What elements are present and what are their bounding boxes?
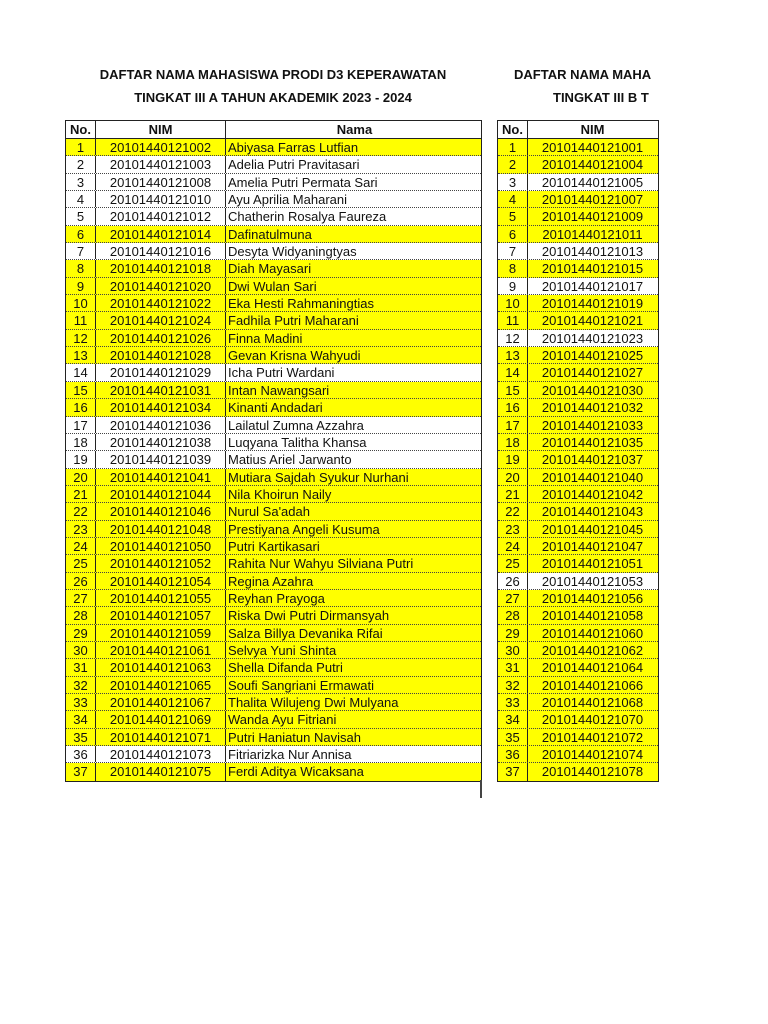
cell-nama: Regina Azahra (228, 573, 314, 589)
cell-no: 37 (66, 763, 96, 780)
cell-nim: 20101440121053 (541, 573, 644, 589)
table-row (498, 590, 658, 607)
table-row (498, 139, 658, 156)
cell-no: 23 (498, 521, 528, 537)
cell-nama: Thalita Wilujeng Dwi Mulyana (228, 695, 399, 710)
cell-no: 10 (66, 295, 96, 311)
cell-nama: Rahita Nur Wahyu Silviana Putri (228, 556, 414, 572)
cell-nim: 20101440121012 (96, 208, 226, 224)
cell-nama: Dwi Wulan Sari (228, 278, 317, 294)
cell-no: 24 (498, 538, 528, 554)
cell-no: 25 (66, 555, 96, 571)
cell-nim: 20101440121003 (96, 156, 226, 172)
cell-nama: Mutiara Sajdah Syukur Nurhani (228, 469, 409, 485)
cell-nama: Riska Dwi Putri Dirmansyah (228, 608, 390, 624)
cell-nim: 20101440121034 (96, 399, 226, 415)
table-row (66, 434, 481, 451)
cell-no: 8 (66, 260, 96, 276)
header-nama: Nama (336, 122, 373, 137)
cell-nama: Salza Billya Devanika Rifai (228, 625, 383, 641)
table-row (498, 763, 658, 780)
table-row (498, 521, 658, 538)
cell-no: 22 (66, 503, 96, 519)
cell-nama: Icha Putri Wardani (228, 365, 335, 381)
table-row (66, 139, 481, 156)
cell-nama: Nurul Sa'adah (228, 504, 310, 520)
cell-no: 1 (498, 139, 528, 155)
cell-nim: 20101440121042 (541, 486, 644, 502)
cell-nim: 20101440121054 (96, 573, 226, 589)
table-row (498, 694, 658, 711)
table-row (498, 469, 658, 486)
table-row (66, 625, 481, 642)
cell-nim: 20101440121009 (541, 209, 644, 225)
cell-nama: Lailatul Zumna Azzahra (228, 417, 364, 433)
cell-no: 35 (498, 729, 528, 745)
table-row (498, 417, 658, 434)
cell-nim: 20101440121066 (541, 677, 644, 693)
table-row (498, 191, 658, 208)
cell-nim: 20101440121016 (96, 243, 226, 259)
cell-nim: 20101440121043 (541, 504, 644, 520)
table-row (66, 555, 481, 572)
cell-nim: 20101440121038 (96, 434, 226, 450)
cell-nama: Eka Hesti Rahmaningtias (228, 296, 374, 312)
table-row (66, 694, 481, 711)
table-row (498, 625, 658, 642)
cell-no: 8 (498, 260, 528, 276)
cell-no: 15 (498, 382, 528, 398)
cell-nim: 20101440121032 (541, 400, 644, 416)
cell-no: 26 (66, 573, 96, 589)
cell-nim: 20101440121070 (541, 712, 644, 728)
cell-no: 12 (498, 330, 528, 346)
table-row (498, 729, 658, 746)
table-row (66, 573, 481, 590)
table-row (498, 451, 658, 468)
cell-nama: Fadhila Putri Maharani (228, 313, 359, 329)
table-row (66, 711, 481, 728)
cell-nim: 20101440121055 (96, 590, 226, 606)
table-row (66, 607, 481, 624)
table-row (66, 399, 481, 416)
cell-nim: 20101440121026 (96, 330, 226, 346)
cell-no: 19 (66, 451, 96, 467)
cell-no: 26 (498, 573, 528, 589)
cell-no: 30 (498, 642, 528, 658)
cell-nim: 20101440121071 (96, 729, 226, 745)
cell-nim: 20101440121024 (96, 312, 226, 328)
header-no: No. (498, 121, 528, 138)
cell-nim: 20101440121035 (541, 434, 644, 450)
cell-no: 13 (66, 347, 96, 363)
cell-no: 35 (66, 729, 96, 745)
table-row (66, 295, 481, 312)
table-row (498, 573, 658, 590)
cell-nama: Adelia Putri Pravitasari (228, 157, 360, 173)
cell-no: 21 (498, 486, 528, 502)
cell-no: 9 (498, 278, 528, 294)
table-row (66, 746, 481, 763)
cell-no: 36 (66, 746, 96, 762)
cell-nim: 20101440121041 (96, 469, 226, 485)
title-tingkat-iii-a (65, 63, 481, 109)
cell-no: 36 (498, 746, 528, 762)
table-row (66, 590, 481, 607)
cell-no: 34 (498, 711, 528, 727)
cell-nama: Finna Madini (228, 330, 303, 346)
title-line-2: TINGKAT III A TAHUN AKADEMIK 2023 - 2024 (134, 90, 412, 105)
cell-nim: 20101440121004 (541, 157, 644, 173)
table-row (66, 763, 481, 780)
table-row (66, 417, 481, 434)
cell-nim: 20101440121048 (96, 521, 226, 537)
cell-no: 27 (66, 590, 96, 606)
table-row (498, 243, 658, 260)
cell-no: 21 (66, 486, 96, 502)
table-row (66, 330, 481, 347)
table-row (498, 399, 658, 416)
cell-no: 12 (66, 330, 96, 346)
cell-nim: 20101440121019 (541, 296, 644, 312)
title-line-1: DAFTAR NAMA MAHASISWA PRODI D3 KEPERAWATAN (99, 67, 447, 82)
table-row (498, 434, 658, 451)
table-row (498, 677, 658, 694)
cell-no: 28 (66, 607, 96, 623)
cell-no: 18 (66, 434, 96, 450)
cell-nim: 20101440121028 (96, 347, 226, 363)
cell-nama: Ayu Aprilia Maharani (228, 192, 347, 208)
cell-nim: 20101440121078 (541, 764, 644, 780)
cell-nama: Putri Haniatun Navisah (228, 729, 361, 745)
cell-no: 17 (498, 417, 528, 433)
table-row (498, 503, 658, 520)
cell-no: 7 (66, 243, 96, 259)
cell-nim: 20101440121064 (541, 660, 644, 676)
table-row (66, 243, 481, 260)
cell-nim: 20101440121056 (541, 590, 644, 606)
table-row (66, 503, 481, 520)
cell-nama: Shella Difanda Putri (228, 660, 343, 676)
header-nim: NIM (580, 122, 605, 137)
table-header (498, 121, 658, 139)
cell-nim: 20101440121067 (96, 694, 226, 710)
cell-no: 34 (66, 711, 96, 727)
cell-nim: 20101440121061 (96, 642, 226, 658)
cell-nim: 20101440121052 (96, 555, 226, 571)
cell-no: 32 (498, 677, 528, 693)
table-row (498, 174, 658, 191)
cell-no: 28 (498, 607, 528, 623)
table-header (66, 121, 481, 139)
cell-nim: 20101440121001 (541, 140, 644, 155)
table-row (498, 226, 658, 243)
title-tingkat-iii-b (497, 63, 658, 109)
table-row (498, 555, 658, 572)
table-row (66, 156, 481, 173)
cell-no: 33 (66, 694, 96, 710)
table-row (498, 330, 658, 347)
table-row (66, 347, 481, 364)
table-row (66, 174, 481, 191)
cell-no: 29 (66, 625, 96, 641)
cell-no: 19 (498, 451, 528, 467)
cell-nim: 20101440121051 (541, 556, 644, 572)
table-row (498, 364, 658, 381)
cell-nim: 20101440121007 (541, 192, 644, 208)
cell-nim: 20101440121023 (541, 330, 644, 346)
table-row (66, 469, 481, 486)
cell-no: 14 (66, 364, 96, 380)
cell-nama: Wanda Ayu Fitriani (228, 712, 337, 728)
cell-nama: Intan Nawangsari (228, 382, 330, 398)
cell-nama: Selvya Yuni Shinta (228, 642, 337, 658)
cell-no: 2 (66, 156, 96, 172)
cell-nama: Diah Mayasari (228, 261, 312, 277)
table-row (66, 226, 481, 243)
table-row (66, 729, 481, 746)
table-row (498, 746, 658, 763)
cell-no: 5 (498, 208, 528, 224)
table-row (498, 295, 658, 312)
cell-nama: Dafinatulmuna (228, 226, 312, 242)
cell-nim: 20101440121046 (96, 503, 226, 519)
table-row (66, 191, 481, 208)
cell-nim: 20101440121005 (541, 174, 644, 190)
cell-nim: 20101440121014 (96, 226, 226, 242)
cell-no: 27 (498, 590, 528, 606)
cell-nim: 20101440121045 (541, 521, 644, 537)
cell-nama: Desyta Widyaningtyas (228, 244, 357, 260)
cell-nama: Ferdi Aditya Wicaksana (228, 764, 364, 780)
cell-no: 22 (498, 503, 528, 519)
cell-nama: Luqyana Talitha Khansa (228, 434, 367, 450)
cell-nim: 20101440121029 (96, 364, 226, 380)
student-table-iii-b (497, 120, 659, 782)
table-row (498, 382, 658, 399)
cell-nim: 20101440121018 (96, 260, 226, 276)
cell-no: 20 (66, 469, 96, 485)
cell-nim: 20101440121040 (541, 469, 644, 485)
cell-nama: Chatherin Rosalya Faureza (228, 209, 387, 225)
table-row (498, 312, 658, 329)
table-row (66, 659, 481, 676)
cell-nama: Kinanti Andadari (228, 400, 323, 416)
table-row (498, 711, 658, 728)
cell-nim: 20101440121015 (541, 261, 644, 277)
cell-nim: 20101440121039 (96, 451, 226, 467)
cell-nim: 20101440121047 (541, 538, 644, 554)
cell-nim: 20101440121069 (96, 711, 226, 727)
cell-no: 3 (498, 174, 528, 190)
cell-nim: 20101440121074 (541, 747, 644, 763)
cell-nim: 20101440121063 (96, 659, 226, 675)
cell-nim: 20101440121065 (96, 677, 226, 693)
cell-no: 33 (498, 694, 528, 710)
cell-no: 16 (66, 399, 96, 415)
table-row (66, 364, 481, 381)
cell-nim: 20101440121036 (96, 417, 226, 433)
cell-nama: Putri Kartikasari (228, 538, 320, 554)
cell-nim: 20101440121058 (541, 608, 644, 624)
cell-nim: 20101440121072 (541, 729, 644, 745)
cell-nim: 20101440121050 (96, 538, 226, 554)
table-row (66, 312, 481, 329)
cell-no: 32 (66, 677, 96, 693)
student-table-iii-a (65, 120, 482, 782)
cell-no: 11 (498, 312, 528, 328)
cell-no: 31 (498, 659, 528, 675)
cell-no: 13 (498, 347, 528, 363)
cell-nim: 20101440121057 (96, 607, 226, 623)
table-row (66, 382, 481, 399)
cell-nim: 20101440121062 (541, 642, 644, 658)
cell-nim: 20101440121002 (96, 139, 226, 155)
cell-nama: Reyhan Prayoga (228, 590, 325, 606)
cell-nim: 20101440121022 (96, 295, 226, 311)
cell-nama: Matius Ariel Jarwanto (228, 452, 352, 468)
cell-no: 29 (498, 625, 528, 641)
cell-nama: Fitriarizka Nur Annisa (228, 747, 352, 763)
cell-no: 20 (498, 469, 528, 485)
table-row (498, 538, 658, 555)
cell-no: 37 (498, 763, 528, 780)
table-row (66, 278, 481, 295)
cell-no: 31 (66, 659, 96, 675)
cell-no: 25 (498, 555, 528, 571)
table-row (498, 208, 658, 225)
cell-nim: 20101440121025 (541, 348, 644, 364)
table-row (66, 208, 481, 225)
cell-nim: 20101440121068 (541, 695, 644, 710)
cell-no: 5 (66, 208, 96, 224)
table-row (498, 659, 658, 676)
table-row (66, 642, 481, 659)
cell-nim: 20101440121037 (541, 452, 644, 468)
cell-no: 6 (66, 226, 96, 242)
cell-no: 24 (66, 538, 96, 554)
cell-nim: 20101440121017 (541, 278, 644, 294)
cell-nim: 20101440121033 (541, 417, 644, 433)
cell-nim: 20101440121030 (541, 382, 644, 398)
cell-nim: 20101440121059 (96, 625, 226, 641)
cell-nim: 20101440121073 (96, 746, 226, 762)
cell-no: 7 (498, 243, 528, 259)
table-row (498, 642, 658, 659)
cell-nama: Gevan Krisna Wahyudi (228, 348, 361, 364)
table-row (66, 521, 481, 538)
cell-no: 3 (66, 174, 96, 190)
cell-nim: 20101440121060 (541, 625, 644, 641)
cell-no: 14 (498, 364, 528, 380)
table-row (498, 278, 658, 295)
table-row (66, 677, 481, 694)
table-row (66, 486, 481, 503)
cell-no: 9 (66, 278, 96, 294)
cell-nama: Nila Khoirun Naily (228, 486, 332, 502)
table-row (498, 486, 658, 503)
cell-no: 10 (498, 295, 528, 311)
cell-nim: 20101440121013 (541, 244, 644, 260)
column-border-line (480, 780, 482, 798)
header-no: No. (66, 121, 96, 138)
cell-nim: 20101440121075 (96, 763, 226, 780)
cell-nim: 20101440121011 (542, 226, 643, 242)
cell-nim: 20101440121021 (541, 313, 644, 329)
table-row (66, 451, 481, 468)
cell-nim: 20101440121008 (96, 174, 226, 190)
cell-no: 2 (498, 156, 528, 172)
table-row (498, 260, 658, 277)
cell-no: 23 (66, 521, 96, 537)
cell-no: 16 (498, 399, 528, 415)
cell-nama: Prestiyana Angeli Kusuma (228, 521, 380, 537)
title-line-2: TINGKAT III B T (553, 90, 649, 105)
table-row (498, 347, 658, 364)
cell-nim: 20101440121020 (96, 278, 226, 294)
header-nim: NIM (96, 121, 226, 138)
cell-no: 17 (66, 417, 96, 433)
cell-no: 30 (66, 642, 96, 658)
table-row (498, 156, 658, 173)
cell-nim: 20101440121027 (541, 365, 644, 381)
cell-no: 15 (66, 382, 96, 398)
cell-no: 4 (498, 191, 528, 207)
table-row (66, 260, 481, 277)
table-row (66, 538, 481, 555)
cell-no: 18 (498, 434, 528, 450)
cell-nama: Amelia Putri Permata Sari (228, 174, 378, 190)
cell-nim: 20101440121031 (96, 382, 226, 398)
title-line-1: DAFTAR NAMA MAHA (514, 67, 652, 82)
cell-nama: Abiyasa Farras Lutfian (228, 140, 359, 155)
cell-nim: 20101440121044 (96, 486, 226, 502)
cell-nim: 20101440121010 (96, 191, 226, 207)
cell-no: 11 (66, 312, 96, 328)
table-row (498, 607, 658, 624)
cell-nama: Soufi Sangriani Ermawati (228, 677, 374, 693)
cell-no: 6 (498, 226, 528, 242)
cell-no: 1 (66, 139, 96, 155)
cell-no: 4 (66, 191, 96, 207)
